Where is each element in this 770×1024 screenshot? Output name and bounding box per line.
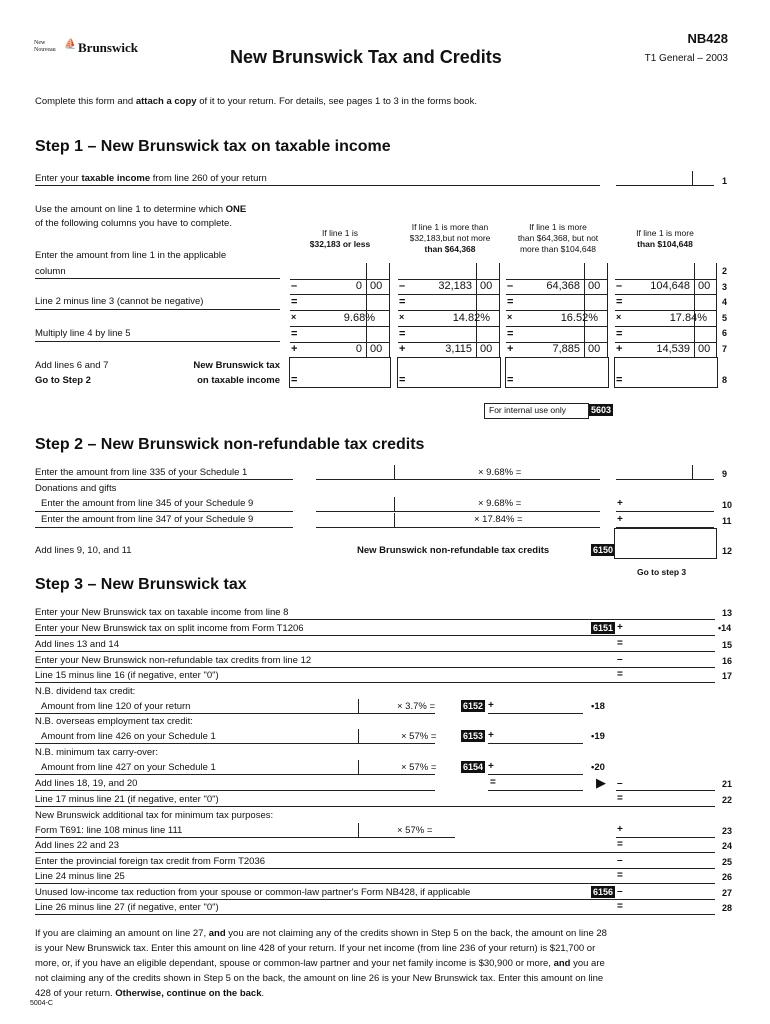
code-6152: 6152 (463, 701, 484, 711)
col2-dollars: 32,183 (438, 280, 472, 292)
goto-step3-label: Go to step 3 (637, 567, 687, 577)
nb-tax-label-2: on taxable income (197, 375, 280, 386)
line-number-12: 12 (722, 546, 733, 556)
enter-amount-text-2: column (35, 266, 66, 277)
col4-head1: If line 1 is more (636, 228, 694, 238)
col3-plus: + (507, 343, 514, 355)
footer-p5b: Otherwise, continue on the back (115, 988, 262, 999)
col2-cents: 00 (480, 280, 493, 292)
footer-p3a: more, or, if you have an eligible dependant, spouse or common-law partner and your net family income is $30,900 or more, (35, 958, 554, 969)
col1-header (290, 228, 390, 250)
col1-line8-field[interactable] (289, 357, 391, 388)
line20-plus: + (488, 761, 494, 772)
code-6153: 6153 (463, 731, 484, 741)
line9-cents-divider (394, 465, 395, 479)
step2-title: Step 2 – New Brunswick non-refundable tax credits (35, 436, 425, 453)
col1-eq2: = (291, 328, 298, 340)
line-number-2: 2 (722, 266, 728, 276)
footer-line-2: is your New Brunswick tax. Enter this amount on line 428 of your return. If your net income (from line 236 of your return) is $21,700 or (35, 943, 596, 954)
line1-rule (35, 185, 600, 186)
line28-label: Line 26 minus line 27 (if negative, enter "0") (35, 902, 219, 913)
use-amount-text-2: of the following columns you have to complete. (35, 218, 232, 229)
line20-rate: × 57% = (401, 762, 437, 773)
step1-label-rule (35, 278, 280, 279)
line23-field[interactable] (616, 837, 715, 838)
col3-rate: 16.52% (560, 312, 598, 324)
nb-tax-label-1: New Brunswick tax (193, 360, 280, 371)
footer-p5a: 428 of your return. (35, 988, 116, 999)
col4-head2: than $104,648 (637, 239, 693, 249)
logo-nouveau: Nouveau (34, 47, 56, 53)
line14-label: Enter your New Brunswick tax on split income from Form T1206 (35, 623, 304, 634)
col3-rule-a (506, 294, 608, 295)
line18-field[interactable] (488, 713, 583, 714)
line1-b: taxable income (81, 173, 151, 184)
col4-base-cents: 00 (698, 343, 711, 355)
use-amount-text (35, 204, 246, 215)
line12-label: Add lines 9, 10, and 11 (35, 545, 132, 556)
col4-minus: – (616, 280, 623, 292)
line10-field[interactable] (616, 511, 714, 512)
col1-plus: + (291, 343, 298, 355)
col4-eq2: = (616, 328, 623, 340)
col1-eq1: = (291, 296, 298, 308)
line9-rule (35, 479, 293, 480)
line19-divider (358, 729, 359, 743)
line10-rule (35, 511, 293, 512)
use-a: Use the amount on line 1 to determine which (35, 204, 226, 215)
code-5603: 5603 (591, 405, 612, 415)
line14-plus: + (617, 622, 623, 633)
col2-times: × (399, 312, 405, 322)
step1-title: Step 1 – New Brunswick tax on taxable income (35, 138, 391, 155)
multiply-label: Multiply line 4 by line 5 (35, 328, 131, 339)
col1-cents: 00 (370, 280, 383, 292)
footer-p5c: . (261, 988, 265, 999)
line21-eq: = (490, 777, 496, 788)
col3-head2: than $64,368, but not (517, 233, 599, 243)
line-number-3: 3 (722, 282, 728, 292)
dividend-header: N.B. dividend tax credit: (35, 686, 136, 697)
line10-plus: + (617, 498, 623, 509)
line-number-4: 4 (722, 297, 728, 307)
line11-mid-rule (416, 527, 600, 528)
line13-rule (35, 619, 715, 620)
add67-label: Add lines 6 and 7 (35, 360, 109, 371)
footer-p1b: and (208, 928, 226, 939)
line23-label: Form T691: line 108 minus line 111 (35, 825, 183, 836)
col3-times: × (507, 312, 513, 322)
line-number-25: 25 (722, 857, 733, 867)
line-number-18: •18 (591, 701, 605, 712)
col4-line4-field[interactable] (615, 310, 717, 311)
col1-head2: $32,183 or less (309, 239, 371, 249)
col2-minus: – (399, 280, 406, 292)
line9-mid-rule (416, 479, 600, 480)
line12-field[interactable] (614, 528, 717, 559)
line24-rule (35, 852, 715, 853)
line19-rate: × 57% = (401, 731, 437, 742)
col2-head2: $32,183,but not more (409, 233, 491, 243)
line26-label: Line 24 minus line 25 (35, 871, 125, 882)
line18-divider (358, 699, 359, 713)
col2-head3: than $64,368 (424, 244, 476, 254)
ship-icon: ⛵ (64, 39, 77, 50)
line2-minus-label: Line 2 minus line 3 (cannot be negative) (35, 296, 204, 307)
line19-rule (35, 743, 435, 744)
line-number-26: 26 (722, 872, 733, 882)
col3-base-dollars: 7,885 (552, 343, 580, 355)
col4-header (615, 228, 715, 250)
footer-p3b: and (553, 958, 571, 969)
line27-rule (35, 899, 715, 900)
line-number-5: 5 (722, 313, 728, 323)
line16-rule (35, 667, 715, 668)
line27-label: Unused low-income tax reduction from your spouse or common-law partner's Form NB428, if applicable (35, 887, 471, 898)
line21-mid-field[interactable] (488, 790, 583, 791)
line15-rule (35, 651, 715, 652)
line10-label: Enter the amount from line 345 of your Schedule 9 (41, 498, 254, 509)
col4-times: × (616, 312, 622, 322)
col4-eq3: = (616, 374, 623, 386)
col2-rule-b (398, 326, 500, 327)
line-number-13: 13 (722, 608, 733, 618)
col2-eq1: = (399, 296, 406, 308)
line1-label (35, 173, 267, 184)
line11-rate: × 17.84% = (474, 514, 523, 525)
code-6156: 6156 (593, 887, 614, 897)
col1-base-cents: 00 (370, 343, 383, 355)
line20-label: Amount from line 427 on your Schedule 1 (41, 762, 216, 773)
line22-label: Line 17 minus line 21 (if negative, enter "0") (35, 794, 219, 805)
line-number-16: 16 (722, 656, 733, 666)
line25-minus: – (617, 855, 623, 866)
line17-rule (35, 682, 715, 683)
intro-b: attach a copy (135, 96, 197, 107)
col4-rate: 17.84% (669, 312, 707, 324)
use-b: ONE (225, 204, 247, 215)
footer-p1c: you are not claiming any of the credits shown in Step 5 on the back, the amount on line 28 (225, 928, 607, 939)
col2-base-cents: 00 (480, 343, 493, 355)
col3-head3: more than $104,648 (519, 244, 597, 254)
col1-minus: – (291, 280, 298, 292)
line17-label: Line 15 minus line 16 (if negative, enter "0") (35, 670, 219, 681)
footer-line-5 (35, 986, 607, 1001)
col4-dollars: 104,648 (650, 280, 690, 292)
code-6150: 6150 (593, 545, 614, 555)
line-number-22: 22 (722, 795, 733, 805)
col1-base-dollars: 0 (355, 343, 362, 355)
col1-head1: If line 1 is (322, 228, 358, 238)
enter-amount-text: Enter the amount from line 1 in the applicable (35, 250, 227, 261)
line24-label: Add lines 22 and 23 (35, 840, 119, 851)
col4-plus: + (616, 343, 623, 355)
line10-rate: × 9.68% = (478, 498, 522, 509)
col2-rate: 14.82% (452, 312, 490, 324)
footer-paragraph (35, 926, 607, 1001)
footer-p1a: If you are claiming an amount on line 27, (35, 928, 209, 939)
form-title: New Brunswick Tax and Credits (230, 47, 502, 67)
col4-eq1: = (616, 296, 623, 308)
line12-nonrefundable-label: New Brunswick non-refundable tax credits (357, 545, 550, 556)
line25-label: Enter the provincial foreign tax credit from Form T2036 (35, 856, 266, 867)
line-number-19: •19 (591, 731, 605, 742)
step3-title: Step 3 – New Brunswick tax (35, 576, 247, 593)
col3-head1: If line 1 is more (529, 222, 587, 232)
line20-field[interactable] (488, 774, 583, 775)
multiply-rule (35, 341, 280, 342)
line16-label: Enter your New Brunswick non-refundable tax credits from line 12 (35, 655, 312, 666)
line18-rate: × 3.7% = (397, 701, 436, 712)
line24-eq: = (617, 839, 623, 850)
col3-line8-field[interactable] (505, 357, 609, 388)
line15-label: Add lines 13 and 14 (35, 639, 119, 650)
col1-eq3: = (291, 374, 298, 386)
line-number-6: 6 (722, 328, 728, 338)
line2-minus-rule (35, 309, 280, 310)
line18-rule (35, 713, 435, 714)
line9-input[interactable] (316, 479, 416, 480)
logo-new: New (34, 40, 46, 46)
line28-eq: = (617, 901, 623, 912)
line10-cents-divider (394, 497, 395, 511)
line21-field[interactable] (616, 790, 715, 791)
col4-line8-field[interactable] (614, 357, 718, 388)
line-number-21: 21 (722, 779, 733, 789)
col3-eq1: = (507, 296, 514, 308)
line-number-17: 17 (722, 671, 733, 681)
line-number-23: 23 (722, 826, 733, 836)
line10-mid-rule (416, 511, 600, 512)
logo-brunswick: Brunswick (78, 40, 138, 55)
col4-cents: 00 (698, 280, 711, 292)
col1-dollars: 0 (355, 280, 362, 292)
line-number-24: 24 (722, 841, 733, 851)
col3-header (506, 222, 610, 255)
line25-rule (35, 868, 715, 869)
line13-label: Enter your New Brunswick tax on taxable income from line 8 (35, 607, 289, 618)
internal-use-label: For internal use only (489, 405, 567, 415)
col1-line4-field[interactable] (290, 310, 390, 311)
col4-base-dollars: 14,539 (656, 343, 690, 355)
line1-a: Enter your (35, 173, 82, 184)
line-number-15: 15 (722, 640, 733, 650)
donations-label: Donations and gifts (35, 483, 117, 494)
line28-rule (35, 914, 715, 915)
line-number-27: 27 (722, 888, 733, 898)
col3-minus: – (507, 280, 514, 292)
code-6151: 6151 (593, 623, 614, 633)
addl-tax-header: New Brunswick additional tax for minimum tax purposes: (35, 810, 274, 821)
line21-rule (35, 790, 435, 791)
col2-header (398, 222, 502, 255)
col4-rule-a (615, 294, 717, 295)
footer-line-4: not claiming any of the credits shown in Step 5 on the back, the amount on line 26 is your New Brunswick tax. Enter this amount on line (35, 973, 604, 984)
col2-base-dollars: 3,115 (445, 343, 472, 355)
form-code: 5004-C (30, 1000, 53, 1007)
line-number-14: •14 (718, 623, 732, 633)
line-number-9: 9 (722, 469, 728, 479)
col3-line4-field[interactable] (506, 310, 608, 311)
line-number-8: 8 (722, 375, 728, 385)
line1-cents-divider (692, 171, 693, 185)
line11-plus: + (617, 514, 623, 525)
line21-label: Add lines 18, 19, and 20 (35, 778, 138, 789)
line27-minus: – (617, 886, 623, 897)
col2-line4-field[interactable] (398, 310, 500, 311)
line16-minus: – (617, 654, 623, 665)
line19-plus: + (488, 730, 494, 741)
line1-c: from line 260 of your return (150, 173, 267, 184)
line21-minus: – (617, 778, 623, 789)
form-id: NB428 (687, 31, 728, 46)
mintax-header: N.B. minimum tax carry-over: (35, 747, 158, 758)
footer-line-1 (35, 926, 607, 941)
line9-field[interactable] (616, 479, 714, 480)
line14-rule (35, 635, 715, 636)
line-number-11: 11 (722, 516, 732, 526)
line-number-7: 7 (722, 344, 728, 354)
footer-p3c: you are (570, 958, 605, 969)
col3-eq2: = (507, 328, 514, 340)
arrow-right-icon: ▶ (596, 775, 606, 790)
intro-text (35, 96, 477, 107)
line17-eq: = (617, 669, 623, 680)
col3-base-cents: 00 (588, 343, 601, 355)
line11-label: Enter the amount from line 347 of your Schedule 9 (41, 514, 254, 525)
line11-cents-divider (394, 513, 395, 527)
line18-label: Amount from line 120 of your return (41, 701, 191, 712)
line26-rule (35, 883, 715, 884)
line26-eq: = (617, 870, 623, 881)
line1-field[interactable] (616, 185, 714, 186)
line-number-20: •20 (591, 762, 605, 773)
line10-input[interactable] (316, 511, 416, 512)
line9-label: Enter the amount from line 335 of your Schedule 1 (35, 467, 248, 478)
col2-plus: + (399, 343, 406, 355)
line22-rule (35, 806, 715, 807)
intro-a: Complete this form and (35, 96, 136, 107)
line11-input[interactable] (316, 527, 416, 528)
col3-eq3: = (507, 374, 514, 386)
goto-step2-label: Go to Step 2 (35, 375, 91, 386)
form-subtitle: T1 General – 2003 (644, 53, 728, 64)
line20-divider (358, 760, 359, 774)
line11-rule (35, 527, 293, 528)
col2-rule-a (398, 294, 500, 295)
line19-label: Amount from line 426 on your Schedule 1 (41, 731, 216, 742)
line15-eq: = (617, 638, 623, 649)
line23-rate: × 57% = (397, 825, 433, 836)
line-number-10: 10 (722, 500, 733, 510)
line9-rate: × 9.68% = (478, 467, 522, 478)
line23-rule (35, 837, 455, 838)
overseas-header: N.B. overseas employment tax credit: (35, 716, 193, 727)
col1-rule-a (290, 294, 390, 295)
line19-field[interactable] (488, 743, 583, 744)
col2-line8-field[interactable] (397, 357, 501, 388)
code-6154: 6154 (463, 762, 484, 772)
line-number-28: 28 (722, 903, 733, 913)
col4-rule-b (615, 326, 717, 327)
col3-cents: 00 (588, 280, 601, 292)
col2-eq2: = (399, 328, 406, 340)
line18-plus: + (488, 700, 494, 711)
col1-rule-b (290, 326, 390, 327)
col3-dollars: 64,368 (546, 280, 580, 292)
col1-rate: 9.68% (343, 312, 375, 324)
line-number-1: 1 (722, 176, 728, 186)
footer-line-3 (35, 956, 607, 971)
col2-head1: If line 1 is more than (411, 222, 489, 232)
col1-times: × (291, 312, 297, 322)
col3-rule-b (506, 326, 608, 327)
line23-divider (358, 823, 359, 837)
line23-plus: + (617, 824, 623, 835)
line22-eq: = (617, 793, 623, 804)
line20-rule (35, 774, 435, 775)
col2-eq3: = (399, 374, 406, 386)
line9-field-divider (692, 465, 693, 479)
intro-c: of it to your return. For details, see pages 1 to 3 in the forms book. (196, 96, 477, 107)
